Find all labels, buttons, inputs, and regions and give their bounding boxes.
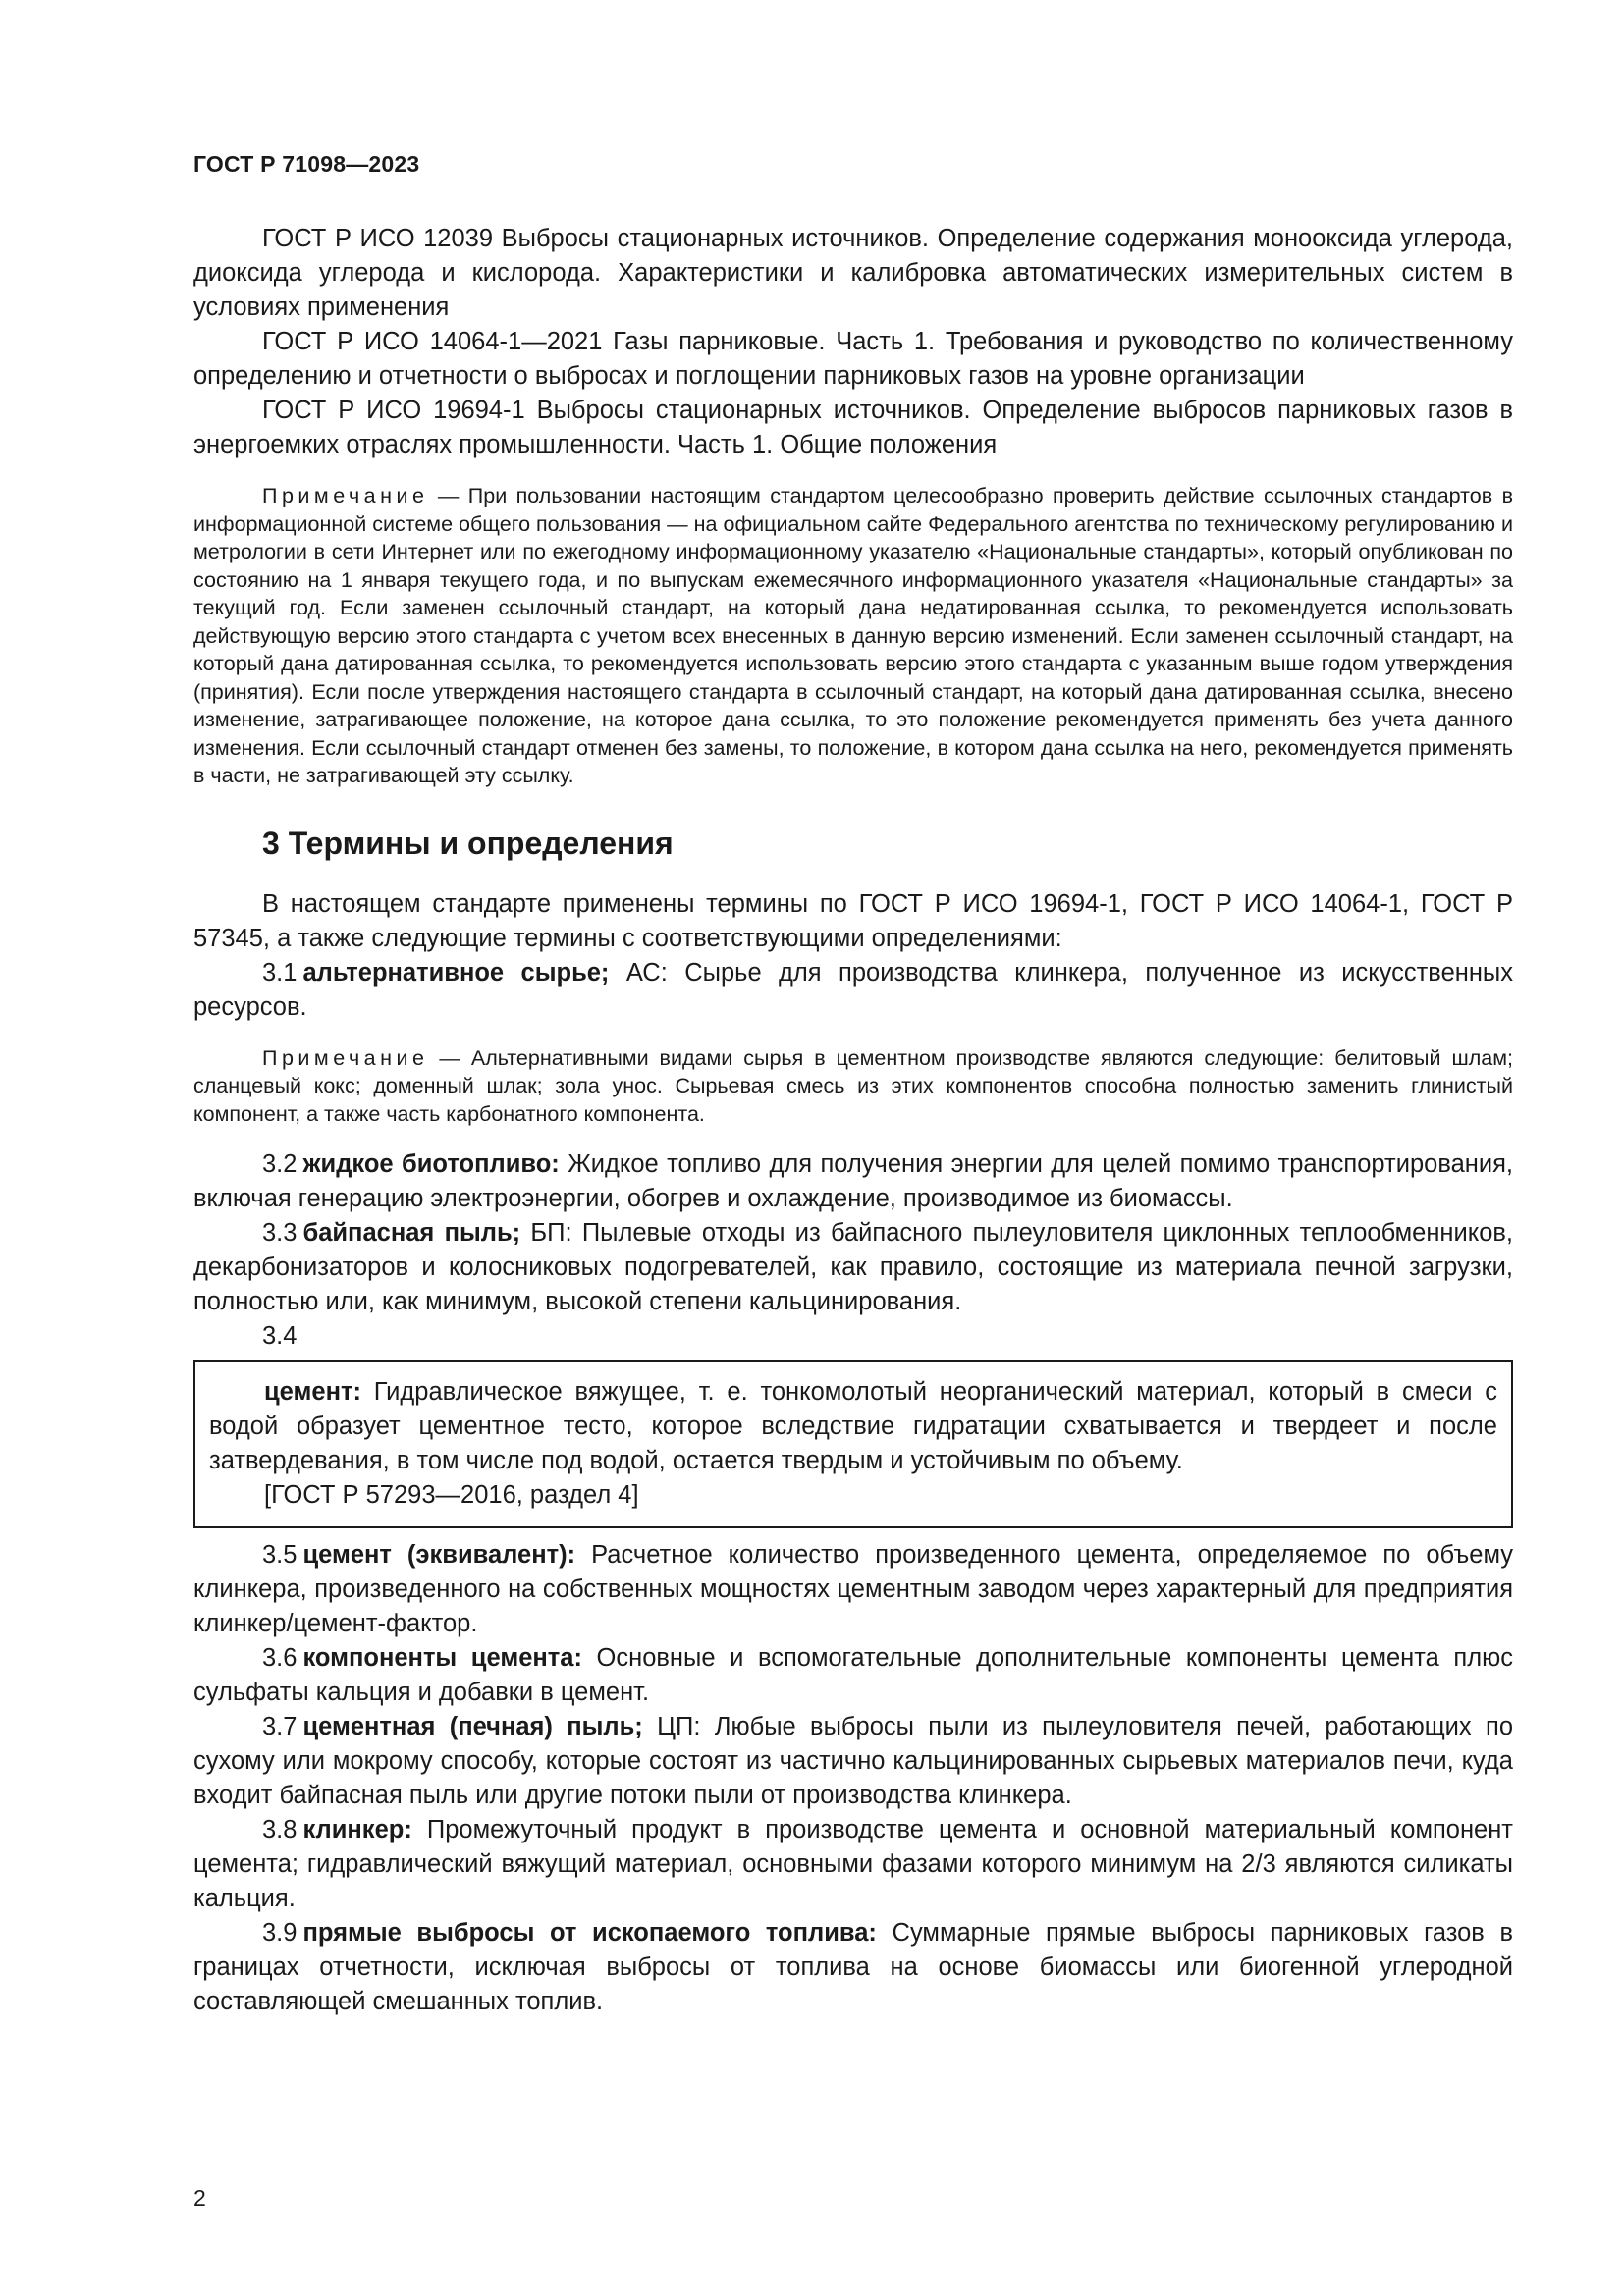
term-3-3	[193, 1216, 1513, 1319]
term-number: 3.9	[262, 1919, 298, 1947]
term-definition: Расчетное количество произведенного цемента, определяемое по объему клинкера, произведенного на собственных мощностях цементным заводом через характерный для предприятия клинкер/цемент-фактор.	[193, 1541, 1514, 1637]
term-3-5	[193, 1538, 1513, 1641]
term-3-7	[193, 1710, 1513, 1813]
section-title: 3 Термины и определения	[262, 825, 674, 861]
note-text: — Альтернативными видами сырья в цементном производстве являются следующие: белитовый шлам; сланцевый кокс; доменный шлак; зола унос. Сырьевая смесь из этих компонентов способна полностью заменить глинистый компонент, а также часть карбонатного компонента.	[193, 1045, 1513, 1126]
term-name: цемент:	[264, 1378, 361, 1406]
term-definition: Суммарные прямые выбросы парниковых газов в границах отчетности, исключая выбросы от топлива на основе биомассы или биогенной углеродной составляющей смешанных топлив.	[193, 1919, 1513, 2015]
term-3-9	[193, 1916, 1513, 2019]
term-name: клинкер:	[302, 1816, 412, 1843]
term-name: компоненты цемента:	[302, 1644, 582, 1672]
term-source-reference: [ГОСТ Р 57293—2016, раздел 4]	[264, 1481, 639, 1509]
document-body	[193, 222, 1513, 2019]
note-label: Примечание	[262, 484, 429, 507]
note-label: Примечание	[262, 1045, 429, 1070]
reference-item: ГОСТ Р ИСО 12039 Выбросы стационарных источников. Определение содержания монооксида углерода, диоксида углерода и кислорода. Характеристики и калибровка автоматических измерительных систем в условиях применения	[193, 225, 1513, 321]
term-definition: Промежуточный продукт в производстве цемента и основной материальный компонент цемента; гидравлический вяжущий материал, основными фазами которого минимум на 2/3 являются силикаты кальция.	[193, 1816, 1513, 1912]
term-number: 3.6	[262, 1644, 298, 1672]
term-number: 3.5	[262, 1541, 298, 1569]
term-name: альтернативное сырье;	[302, 958, 610, 987]
term-3-4-box	[193, 1360, 1513, 1528]
document-header: ГОСТ Р 71098—2023	[193, 151, 420, 177]
term-definition: Основные и вспомогательные дополнительные компоненты цемента плюс сульфаты кальция и добавки в цемент.	[193, 1644, 1513, 1706]
term-number: 3.2	[262, 1150, 298, 1178]
term-3-6	[193, 1641, 1513, 1710]
term-3-4	[209, 1375, 1497, 1478]
term-number: 3.3	[262, 1219, 298, 1247]
term-3-1	[193, 956, 1513, 1025]
term-name: прямые выбросы от ископаемого топлива:	[302, 1919, 877, 1947]
term-definition: Гидравлическое вяжущее, т. е. тонкомолотый неорганический материал, который в смеси с водой образует цементное тесто, которое вследствие гидратации схватывается и твердеет и после затвердевания, в том числе под водой, остается твердым и устойчивым по объему.	[209, 1378, 1497, 1474]
term-number: 3.1	[262, 958, 298, 987]
term-definition: АС: Сырье для производства клинкера, полученное из искусственных ресурсов.	[193, 958, 1513, 1021]
reference-item: ГОСТ Р ИСО 19694-1 Выбросы стационарных источников. Определение выбросов парниковых газов в энергоемких отраслях промышленности. Часть 1. Общие положения	[193, 397, 1513, 458]
term-name: цементная (печная) пыль;	[302, 1713, 643, 1740]
term-name: байпасная пыль;	[302, 1219, 521, 1247]
term-definition: Жидкое топливо для получения энергии для целей помимо транспортирования, включая генерацию электроэнергии, обогрев и охлаждение, производимое из биомассы.	[193, 1150, 1513, 1212]
term-3-2	[193, 1148, 1513, 1216]
note-references	[193, 482, 1513, 790]
term-definition: ЦП: Любые выбросы пыли из пылеуловителя печей, работающих по сухому или мокрому способу, которые состоят из частично кальцинированных сырьевых материалов печи, куда входит байпасная пыль или другие потоки пыли от производства клинкера.	[193, 1713, 1514, 1809]
page-number: 2	[193, 2185, 206, 2211]
term-number: 3.7	[262, 1713, 298, 1740]
term-name: жидкое биотопливо:	[302, 1150, 560, 1178]
note-alternative-raw	[193, 1044, 1513, 1129]
term-3-8	[193, 1813, 1513, 1916]
section-intro: В настоящем стандарте применены термины по ГОСТ Р ИСО 19694-1, ГОСТ Р ИСО 14064-1, ГОСТ Р 57345, а также следующие термины с соответствующими определениями:	[193, 889, 1513, 952]
term-number: 3.8	[262, 1816, 298, 1843]
term-definition: БП: Пылевые отходы из байпасного пылеуловителя циклонных теплообменников, декарбонизаторов и колосниковых подогревателей, как правило, состоящие из материала печной загрузки, полностью или, как минимум, высокой степени кальцинирования.	[193, 1219, 1514, 1315]
term-3-4-number: 3.4	[262, 1322, 298, 1350]
note-text: — При пользовании настоящим стандартом целесообразно проверить действие ссылочных стандартов в информационной системе общего пользования — на официальном сайте Федерального агентства по техническому регулированию и метрологии в сети Интернет или по ежегодному информационному указателю «Национальные стандарты», который опубликован по состоянию на 1 января текущего года, и по выпускам ежемесячного информационного указателя «Национальные стандарты» за текущий год. Если заменен ссылочный стандарт, на который дана недатированная ссылка, то рекомендуется использовать действующую версию этого стандарта с учетом всех внесенных в данную версию изменений. Если заменен ссылочный стандарт, на который дана датированная ссылка, то рекомендуется использовать версию этого стандарта с указанным выше годом утверждения (принятия). Если после утверждения настоящего стандарта в ссылочный стандарт, на который дана датированная ссылка, внесено изменение, затрагивающее положение, на которое дана ссылка, то это положение рекомендуется применять без учета данного изменения. Если ссылочный стандарт отменен без замены, то положение, в котором дана ссылка на него, рекомендуется применять в части, не затрагивающей эту ссылку.	[193, 484, 1513, 787]
reference-item: ГОСТ Р ИСО 14064-1—2021 Газы парниковые. Часть 1. Требования и руководство по количественному определению и отчетности о выбросах и поглощении парниковых газов на уровне организации	[193, 328, 1513, 390]
term-name: цемент (эквивалент):	[302, 1541, 576, 1569]
